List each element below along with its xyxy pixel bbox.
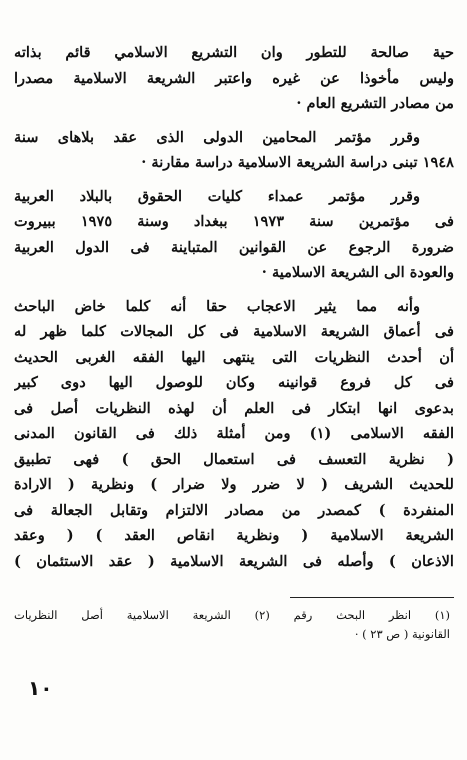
text-line: وقرر مؤتمر المحامين الدولى الذى عقد بلاهاى سنة (14, 128, 420, 146)
footnote-line: القانونية ( ص ٢٣ ) · (354, 627, 450, 641)
paragraph-3 (14, 184, 454, 286)
footnote-line: (١) انظر البحث رقم (٢) الشريعة الاسلامية أصل النظريات (14, 608, 450, 622)
text-line: وليس مأخوذا عن غيره واعتبر الشريعة الاسلامية مصدرا (14, 69, 454, 87)
text-line: والعودة الى الشريعة الاسلامية · (261, 264, 454, 281)
body-text (14, 40, 454, 574)
page-number: ١٠ (28, 676, 53, 700)
text-line: فى أعماق الشريعة الاسلامية فى كل المجالات كلما ظهر له (14, 323, 454, 340)
text-line: من مصادر التشريع العام · (296, 95, 454, 112)
text-line: وأنه مما يثير الاعجاب حقا أنه كلما خاض الباحث (14, 297, 420, 315)
text-line: أن أحدث النظريات التى ينتهى اليها الفقه الغربى الحديث (14, 348, 454, 366)
text-line: ١٩٤٨ تبنى دراسة الشريعة الاسلامية دراسة مقارنة · (141, 154, 454, 171)
footnote (14, 606, 450, 644)
text-line: الشريعة الاسلامية ( ونظرية انقاص العقد ) ( وعقد (14, 527, 454, 544)
text-line: وقرر مؤتمر عمداء كليات الحقوق بالبلاد العربية (14, 187, 420, 205)
text-line: للحديث الشريف ( لا ضرر ولا ضرار ) ونظرية ( الارادة (14, 476, 454, 493)
text-line: الفقه الاسلامى (١) ومن أمثلة ذلك فى القانون المدنى (14, 425, 454, 442)
text-line: ضرورة الرجوع عن القوانين المتباينة فى الدول العربية (14, 238, 454, 256)
text-line: فى مؤتمرين سنة ١٩٧٣ ببغداد وسنة ١٩٧٥ ببيروت (14, 213, 454, 230)
text-line: المنفردة ) كمصدر من مصادر الالتزام وتقابل الجعالة فى (14, 501, 454, 519)
text-line: فى كل فروع قوانينه وكان للوصول اليها دوى كبير (14, 374, 454, 391)
footnote-divider (290, 597, 454, 598)
text-line: بدعوى انها ابتكار فى العلم أن لهذه النظريات أصل فى (14, 399, 454, 417)
text-line: حية صالحة للتطور وان التشريع الاسلامي قائم بذاته (14, 44, 454, 61)
text-line: ( نظرية التعسف فى استعمال الحق ) فهى تطبيق (14, 450, 454, 468)
text-line: الاذعان ) وأصله فى الشريعة الاسلامية ( عقد الاستئمان ) (14, 552, 454, 570)
paragraph-1 (14, 40, 454, 117)
paragraph-4 (14, 294, 454, 575)
paragraph-2 (14, 125, 454, 176)
